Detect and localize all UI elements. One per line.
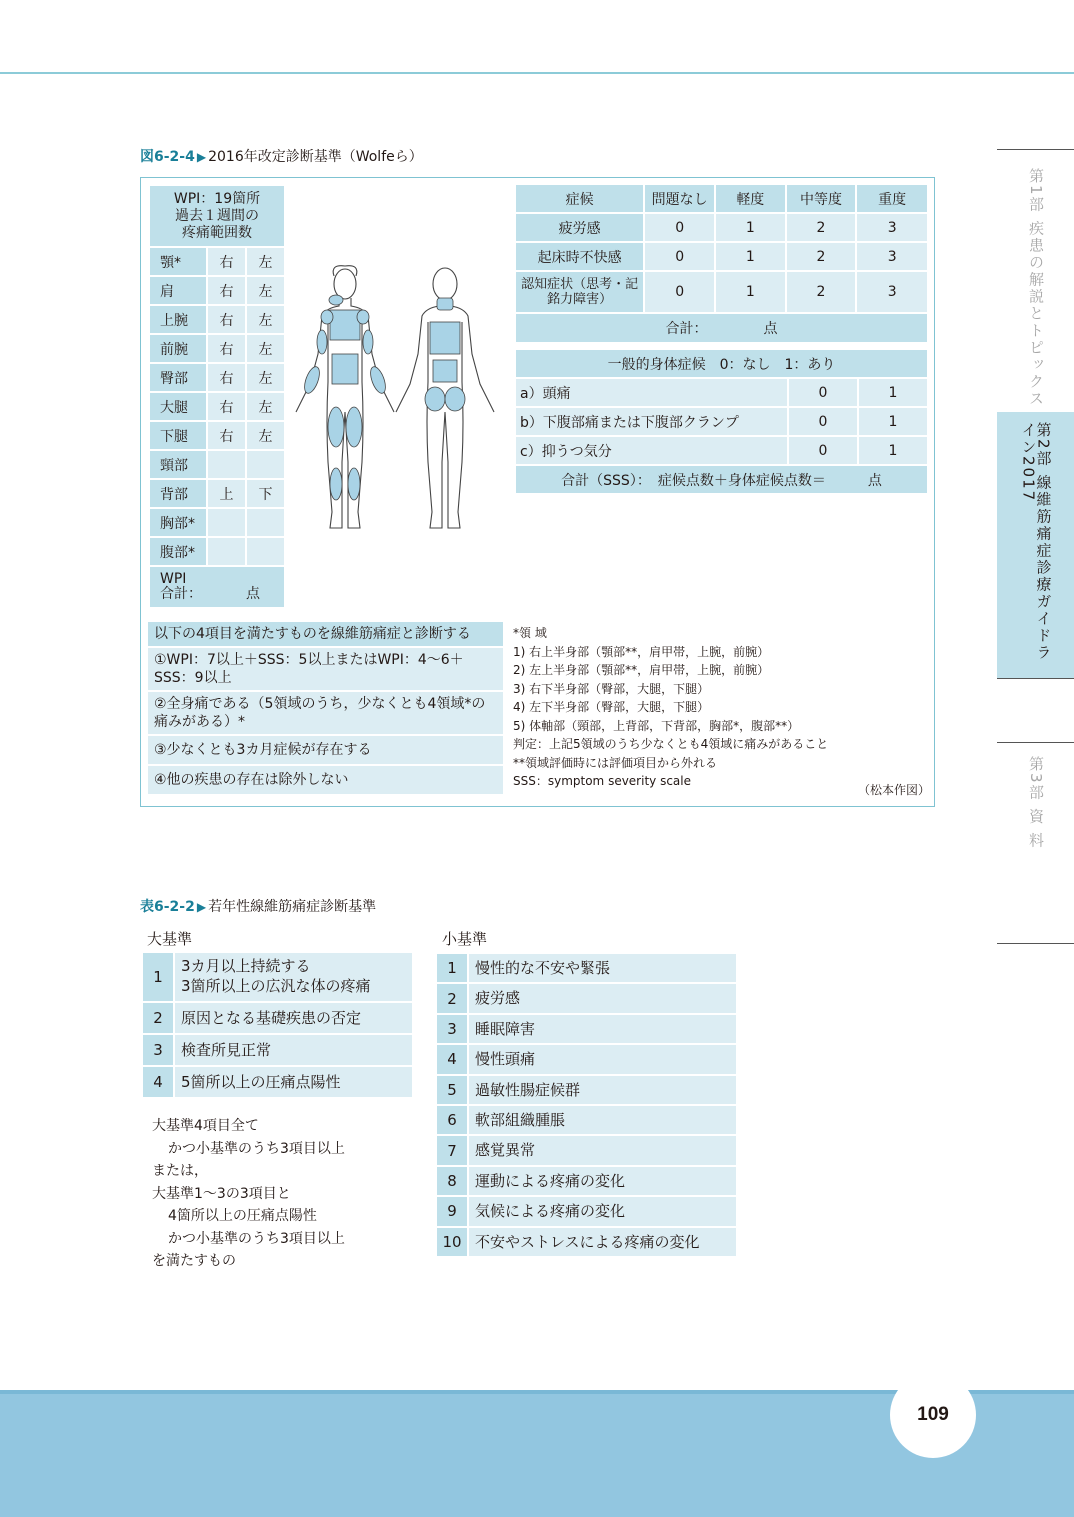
triangle-icon: ▶ xyxy=(196,150,207,164)
wpi-side-left: 左 xyxy=(246,276,285,305)
minor-criteria-row xyxy=(437,1136,736,1164)
wpi-side-right: 右 xyxy=(207,363,246,392)
row-text: 軟部組織腫脹 xyxy=(469,1106,736,1134)
back-buttock-l xyxy=(445,387,465,411)
criteria-item: ②全身痛である（5領域のうち，少なくとも4領域*の痛みがある）* xyxy=(148,692,503,734)
row-text: 気候による疼痛の変化 xyxy=(469,1197,736,1225)
wpi-side-left xyxy=(246,450,285,479)
symptom-row xyxy=(515,213,928,242)
general-symptom-label: c）抑うつ気分 xyxy=(515,436,788,465)
symptom-label: 起床時不快感 xyxy=(515,242,644,271)
minor-criteria-row xyxy=(437,984,736,1012)
front-forearm-r xyxy=(302,365,323,395)
symptom-score: 3 xyxy=(856,242,928,271)
general-symptom-score: 0 xyxy=(788,378,858,407)
general-symptom-score: 1 xyxy=(858,407,928,436)
condition-line: かつ小基準のうち3項目以上 xyxy=(168,1230,345,1247)
back-outline xyxy=(396,300,494,412)
front-chest-region xyxy=(330,310,360,340)
front-shoulder-r xyxy=(321,310,333,324)
row-number: 8 xyxy=(437,1167,467,1195)
condition-line: を満たすもの xyxy=(152,1253,236,1269)
wpi-side-right: 右 xyxy=(207,421,246,450)
minor-criteria-row xyxy=(437,1197,736,1225)
condition-line: かつ小基準のうち3項目以上 xyxy=(168,1140,345,1157)
row-text: 過敏性腸症候群 xyxy=(469,1076,736,1104)
row-text: 原因となる基礎疾患の否定 xyxy=(175,1003,412,1033)
front-thigh-r xyxy=(328,407,344,447)
row-number: 1 xyxy=(437,954,467,982)
back-head xyxy=(433,268,457,300)
wpi-row xyxy=(149,421,285,450)
criteria-header: 以下の4項目を満たすものを線維筋痛症と診断する xyxy=(148,622,503,646)
wpi-row xyxy=(149,247,285,276)
page-number: 109 xyxy=(890,1372,976,1458)
wpi-side-right xyxy=(207,508,246,537)
major-criteria-row xyxy=(143,1003,412,1033)
wpi-side-right: 上 xyxy=(207,479,246,508)
front-shin-l xyxy=(348,468,360,500)
wpi-region: 上腕 xyxy=(149,305,207,334)
wpi-side-right xyxy=(207,537,246,566)
wpi-region: 背部 xyxy=(149,479,207,508)
symptom-score: 2 xyxy=(786,213,857,242)
front-forearm-l xyxy=(368,365,389,395)
wpi-row xyxy=(149,537,285,566)
minor-criteria-row xyxy=(437,1228,736,1256)
front-upperarm-r xyxy=(317,330,327,354)
header-rule xyxy=(0,72,1074,74)
minor-criteria-row xyxy=(437,1167,736,1195)
wpi-region: 顎* xyxy=(149,247,207,276)
row-text: 睡眠障害 xyxy=(469,1015,736,1043)
figure-credit: （松本作図） xyxy=(858,783,931,797)
wpi-side-left: 左 xyxy=(246,392,285,421)
row-text: 検査所見正常 xyxy=(175,1035,412,1065)
wpi-region: 臀部 xyxy=(149,363,207,392)
side-tab-part3[interactable]: 第3部 資 料 xyxy=(1027,756,1045,850)
wpi-row xyxy=(149,334,285,363)
criteria-list xyxy=(148,622,503,796)
wpi-side-left: 左 xyxy=(246,421,285,450)
wpi-row xyxy=(149,305,285,334)
symptom-label: 認知症状（思考・記銘力障害） xyxy=(515,271,644,313)
figure-notes: *領 域 1) 右上半身部（顎部**，肩甲帯，上腕，前腕） 2) 左上半身部（顎部**，肩甲帯，上腕，前腕） 3) 右下半身部（臀部，大腿，下腿） 4) 左下半身部（臀部，大腿，下腿） 5) 体軸部（頸部，上背部，下背部，胸部*，腹部**） 判定：上記5領域のうち少なくとも4領域に痛みがあること **領域評価時には評価項目から外れる SSS：symptom severity scale xyxy=(513,626,829,788)
symptom-score: 1 xyxy=(715,213,786,242)
wpi-table xyxy=(148,184,286,609)
major-criteria-label: 大基準 xyxy=(147,930,193,948)
wpi-region: 胸部* xyxy=(149,508,207,537)
minor-criteria-label: 小基準 xyxy=(442,930,488,948)
front-head xyxy=(334,269,356,299)
wpi-row xyxy=(149,392,285,421)
wpi-region: 下腿 xyxy=(149,421,207,450)
wpi-side-left: 下 xyxy=(246,479,285,508)
symptom-table: 症候 問題なし 軽度 中等度 重度 疲労感 0 1 2 3 起床時不快感 0 1 2 3 認知症状（思考・記銘力障害） 0 1 2 3 合計： 点 xyxy=(514,183,929,344)
wpi-row xyxy=(149,276,285,305)
wpi-side-left: 左 xyxy=(246,334,285,363)
row-number: 4 xyxy=(143,1067,173,1097)
general-symptom-score: 0 xyxy=(788,436,858,465)
wpi-side-right: 右 xyxy=(207,392,246,421)
symptom-score: 0 xyxy=(644,271,715,313)
wpi-region: 前腕 xyxy=(149,334,207,363)
front-thigh-l xyxy=(346,407,362,447)
row-number: 9 xyxy=(437,1197,467,1225)
front-jaw-region xyxy=(329,295,343,305)
symptom-score: 2 xyxy=(786,242,857,271)
back-buttock-r xyxy=(425,387,445,411)
row-text: 3カ月以上持続する 3箇所以上の広汎な体の疼痛 xyxy=(175,953,412,1001)
figure-caption: 図6-2-4 ▶ 2016年改定診断基準（Wolfeら） xyxy=(140,149,423,165)
general-symptom-row xyxy=(515,436,928,465)
wpi-side-left: 左 xyxy=(246,247,285,276)
wpi-header: WPI：19箇所 過去１週間の 疼痛範囲数 xyxy=(149,185,285,247)
wpi-side-left: 左 xyxy=(246,305,285,334)
condition-line: 大基準4項目全て xyxy=(152,1118,259,1134)
row-text: 感覚異常 xyxy=(469,1136,736,1164)
symptom-label: 疲労感 xyxy=(515,213,644,242)
side-tab-part2[interactable]: 第2部 線維筋痛症診療ガイドライン2017 xyxy=(997,412,1074,678)
symptom-score: 0 xyxy=(644,242,715,271)
general-symptom-label: b）下腹部痛または下腹部クランプ xyxy=(515,407,788,436)
row-text: 慢性頭痛 xyxy=(469,1045,736,1073)
minor-criteria-row xyxy=(437,1045,736,1073)
front-shin-r xyxy=(330,468,342,500)
minor-criteria-row xyxy=(437,1015,736,1043)
front-shoulder-l xyxy=(357,310,369,324)
triangle-icon: ▶ xyxy=(196,900,207,914)
general-symptom-table: 一般的身体症候 0：なし 1：あり a）頭痛 0 1 b）下腹部痛または下腹部クランプ 0 1 c）抑うつ気分 0 1 合計（SSS）： 症候点数＋身体症候点数＝ 点 xyxy=(514,348,929,495)
row-number: 2 xyxy=(143,1003,173,1033)
symptom-score: 3 xyxy=(856,271,928,313)
back-neck-region xyxy=(437,298,453,310)
wpi-side-left xyxy=(246,537,285,566)
diagnosis-condition xyxy=(152,1115,345,1273)
wpi-row xyxy=(149,508,285,537)
row-number: 4 xyxy=(437,1045,467,1073)
front-upperarm-l xyxy=(363,330,373,354)
row-number: 3 xyxy=(437,1015,467,1043)
symptom-score: 2 xyxy=(786,271,857,313)
row-number: 2 xyxy=(437,984,467,1012)
general-symptom-score: 1 xyxy=(858,378,928,407)
side-tab-part1[interactable]: 第1部 疾患の解説とトピックス xyxy=(1027,168,1045,408)
row-number: 5 xyxy=(437,1076,467,1104)
criteria-item: ①WPI：7以上＋SSS：5以上またはWPI：4～6＋SSS：9以上 xyxy=(148,648,503,690)
symptom-score: 1 xyxy=(715,242,786,271)
criteria-item: ④他の疾患の存在は除外しない xyxy=(148,766,503,794)
wpi-row xyxy=(149,450,285,479)
wpi-side-right: 右 xyxy=(207,276,246,305)
general-symptom-score: 1 xyxy=(858,436,928,465)
symptom-score: 3 xyxy=(856,213,928,242)
minor-criteria-table xyxy=(437,954,736,1258)
row-text: 運動による疼痛の変化 xyxy=(469,1167,736,1195)
front-abdomen-region xyxy=(332,354,358,384)
wpi-region: 肩 xyxy=(149,276,207,305)
wpi-region: 腹部* xyxy=(149,537,207,566)
major-criteria-row xyxy=(143,953,412,1001)
general-symptom-row xyxy=(515,378,928,407)
symptom-score: 0 xyxy=(644,213,715,242)
major-criteria-table xyxy=(143,953,412,1099)
back-upper-region xyxy=(430,322,460,354)
criteria-item: ③少なくとも3カ月症候が存在する xyxy=(148,736,503,764)
table-caption: 表6-2-2 ▶ 若年性線維筋痛症診断基準 xyxy=(140,899,377,915)
condition-line: または， xyxy=(152,1163,208,1179)
row-number: 1 xyxy=(143,953,173,1001)
row-number: 10 xyxy=(437,1228,467,1256)
major-criteria-row xyxy=(143,1067,412,1097)
condition-line: 4箇所以上の圧痛点陽性 xyxy=(168,1208,317,1224)
row-text: 5箇所以上の圧痛点陽性 xyxy=(175,1067,412,1097)
minor-criteria-row xyxy=(437,1106,736,1134)
symptom-row xyxy=(515,242,928,271)
symptom-row xyxy=(515,271,928,313)
symptom-total: 合計： 点 xyxy=(515,313,928,343)
row-text: 慢性的な不安や緊張 xyxy=(469,954,736,982)
side-divider xyxy=(997,678,1074,679)
symptom-score: 1 xyxy=(715,271,786,313)
row-number: 7 xyxy=(437,1136,467,1164)
back-lower-region xyxy=(433,360,457,382)
wpi-region: 頸部 xyxy=(149,450,207,479)
wpi-side-right: 右 xyxy=(207,247,246,276)
wpi-side-right: 右 xyxy=(207,334,246,363)
condition-line: 大基準1～3の3項目と xyxy=(152,1185,291,1202)
major-criteria-row xyxy=(143,1035,412,1065)
minor-criteria-row xyxy=(437,954,736,982)
row-number: 3 xyxy=(143,1035,173,1065)
wpi-side-left xyxy=(246,508,285,537)
wpi-row xyxy=(149,363,285,392)
wpi-row xyxy=(149,479,285,508)
wpi-side-right: 右 xyxy=(207,305,246,334)
wpi-total: WPI 合計： 点 xyxy=(149,566,285,608)
row-text: 不安やストレスによる疼痛の変化 xyxy=(469,1228,736,1256)
general-symptom-row xyxy=(515,407,928,436)
minor-criteria-row xyxy=(437,1076,736,1104)
wpi-side-right xyxy=(207,450,246,479)
body-diagram xyxy=(290,262,510,534)
side-divider xyxy=(997,943,1074,944)
row-number: 6 xyxy=(437,1106,467,1134)
wpi-region: 大腿 xyxy=(149,392,207,421)
row-text: 疲労感 xyxy=(469,984,736,1012)
wpi-side-left: 左 xyxy=(246,363,285,392)
general-symptom-label: a）頭痛 xyxy=(515,378,788,407)
general-symptom-score: 0 xyxy=(788,407,858,436)
